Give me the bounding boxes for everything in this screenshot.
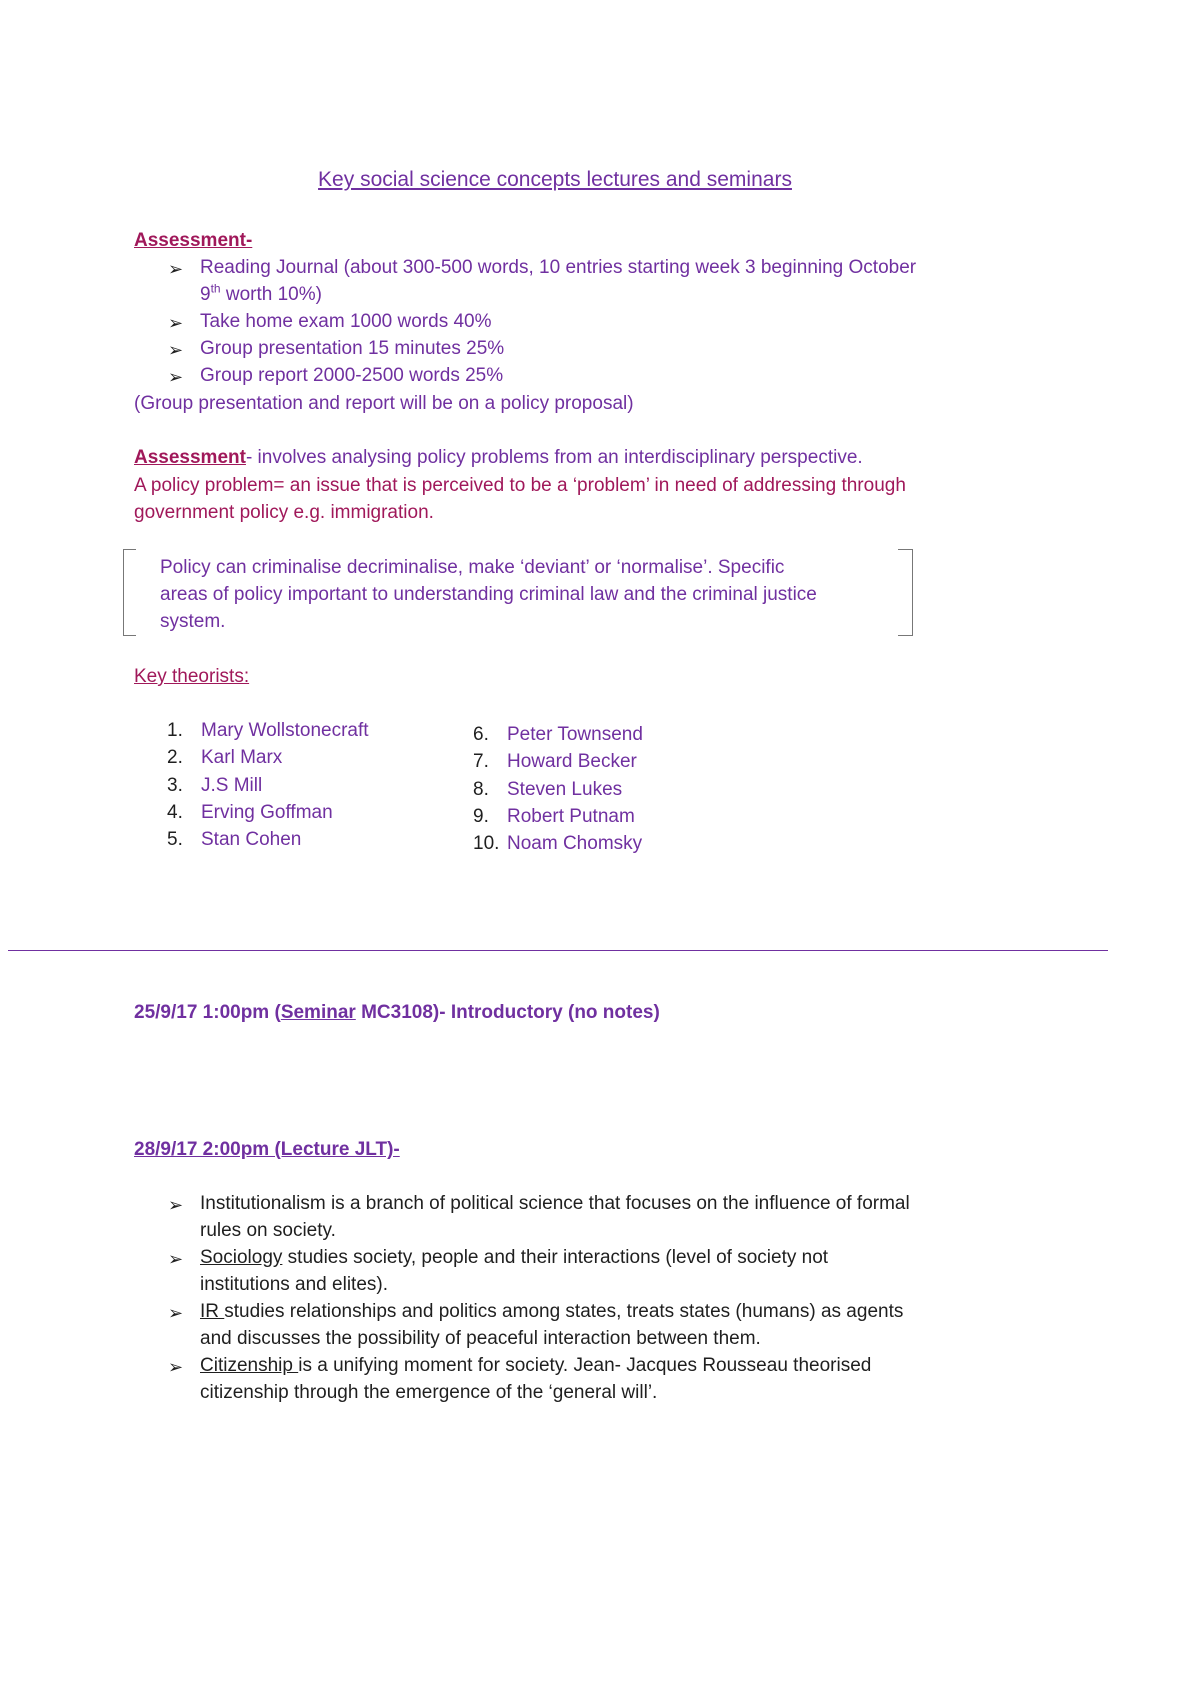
list-item: ➢ Reading Journal (about 300-500 words, 10 entries starting week 3 beginning October 9th worth 10%) <box>168 257 917 305</box>
list-item: 5. Stan Cohen <box>167 829 302 851</box>
assessment-list <box>134 254 1034 389</box>
assessment-description: Assessment- involves analysing policy problems from an interdisciplinary perspective. <box>134 447 863 468</box>
arrow-bullet-icon: ➢ <box>168 1303 184 1323</box>
page-title: Key social science concepts lectures and seminars <box>318 168 792 191</box>
theorists-list-col1 <box>167 717 369 853</box>
arrow-bullet-icon: ➢ <box>168 367 184 387</box>
list-item: ➢ Take home exam 1000 words 40% <box>134 308 1034 335</box>
list-item: 4. Erving Goffman <box>167 801 333 823</box>
session-heading-lecture: 28/9/17 2:00pm (Lecture JLT)- <box>134 1139 400 1160</box>
assessment-label: Assessment <box>134 447 246 468</box>
arrow-bullet-icon: ➢ <box>168 259 184 279</box>
policy-problem-line1: A policy problem= an issue that is perceived to be a ‘problem’ in need of addressing through <box>134 475 906 496</box>
list-item: ➢ Institutionalism is a branch of political science that focuses on the influence of formal rules on society. <box>168 1193 910 1241</box>
callout-left-bracket <box>123 549 136 636</box>
arrow-bullet-icon: ➢ <box>168 1249 184 1269</box>
list-item: 9. Robert Putnam <box>473 805 635 827</box>
assessment-heading: Assessment- <box>134 230 253 251</box>
session-heading-seminar: 25/9/17 1:00pm (Seminar MC3108)- Introductory (no notes) <box>134 1002 660 1023</box>
lecture-notes-list <box>134 1190 1034 1406</box>
list-item: 3. J.S Mill <box>167 774 263 796</box>
section-divider <box>8 950 1108 951</box>
policy-problem-line2: government policy e.g. immigration. <box>134 502 434 523</box>
list-item: 6. Peter Townsend <box>473 724 643 745</box>
callout-line3: system. <box>160 611 226 632</box>
list-item: 10. Noam Chomsky <box>473 833 643 855</box>
list-item: 8. Steven Lukes <box>473 778 623 800</box>
callout-line1: Policy can criminalise decriminalise, make ‘deviant’ or ‘normalise’. Specific <box>160 557 785 578</box>
theorists-heading: Key theorists: <box>134 666 250 687</box>
list-item: ➢ IR studies relationships and politics among states, treats states (humans) as agents and discusses the possibility of peaceful interaction between them. <box>168 1301 904 1349</box>
theorists-list-col2 <box>473 721 643 857</box>
list-item: ➢ Sociology studies society, people and their interactions (level of society not institutions and elites). <box>168 1247 829 1295</box>
list-item: ➢ Citizenship is a unifying moment for society. Jean- Jacques Rousseau theorised citizenship through the emergence of the ‘general will’. <box>168 1355 872 1403</box>
arrow-bullet-icon: ➢ <box>168 1195 184 1215</box>
list-item: 1. Mary Wollstonecraft <box>167 720 369 741</box>
list-item: ➢ Group report 2000-2500 words 25% <box>134 362 1034 389</box>
list-item: ➢ Group presentation 15 minutes 25% <box>134 335 1034 362</box>
arrow-bullet-icon: ➢ <box>168 340 184 360</box>
list-item: 7. Howard Becker <box>473 751 637 773</box>
arrow-bullet-icon: ➢ <box>168 313 184 333</box>
callout-right-bracket <box>898 549 913 636</box>
arrow-bullet-icon: ➢ <box>168 1357 184 1377</box>
callout-line2: areas of policy important to understanding criminal law and the criminal justice <box>160 584 817 605</box>
list-item: 2. Karl Marx <box>167 747 283 769</box>
assessment-note: (Group presentation and report will be on a policy proposal) <box>134 393 634 414</box>
